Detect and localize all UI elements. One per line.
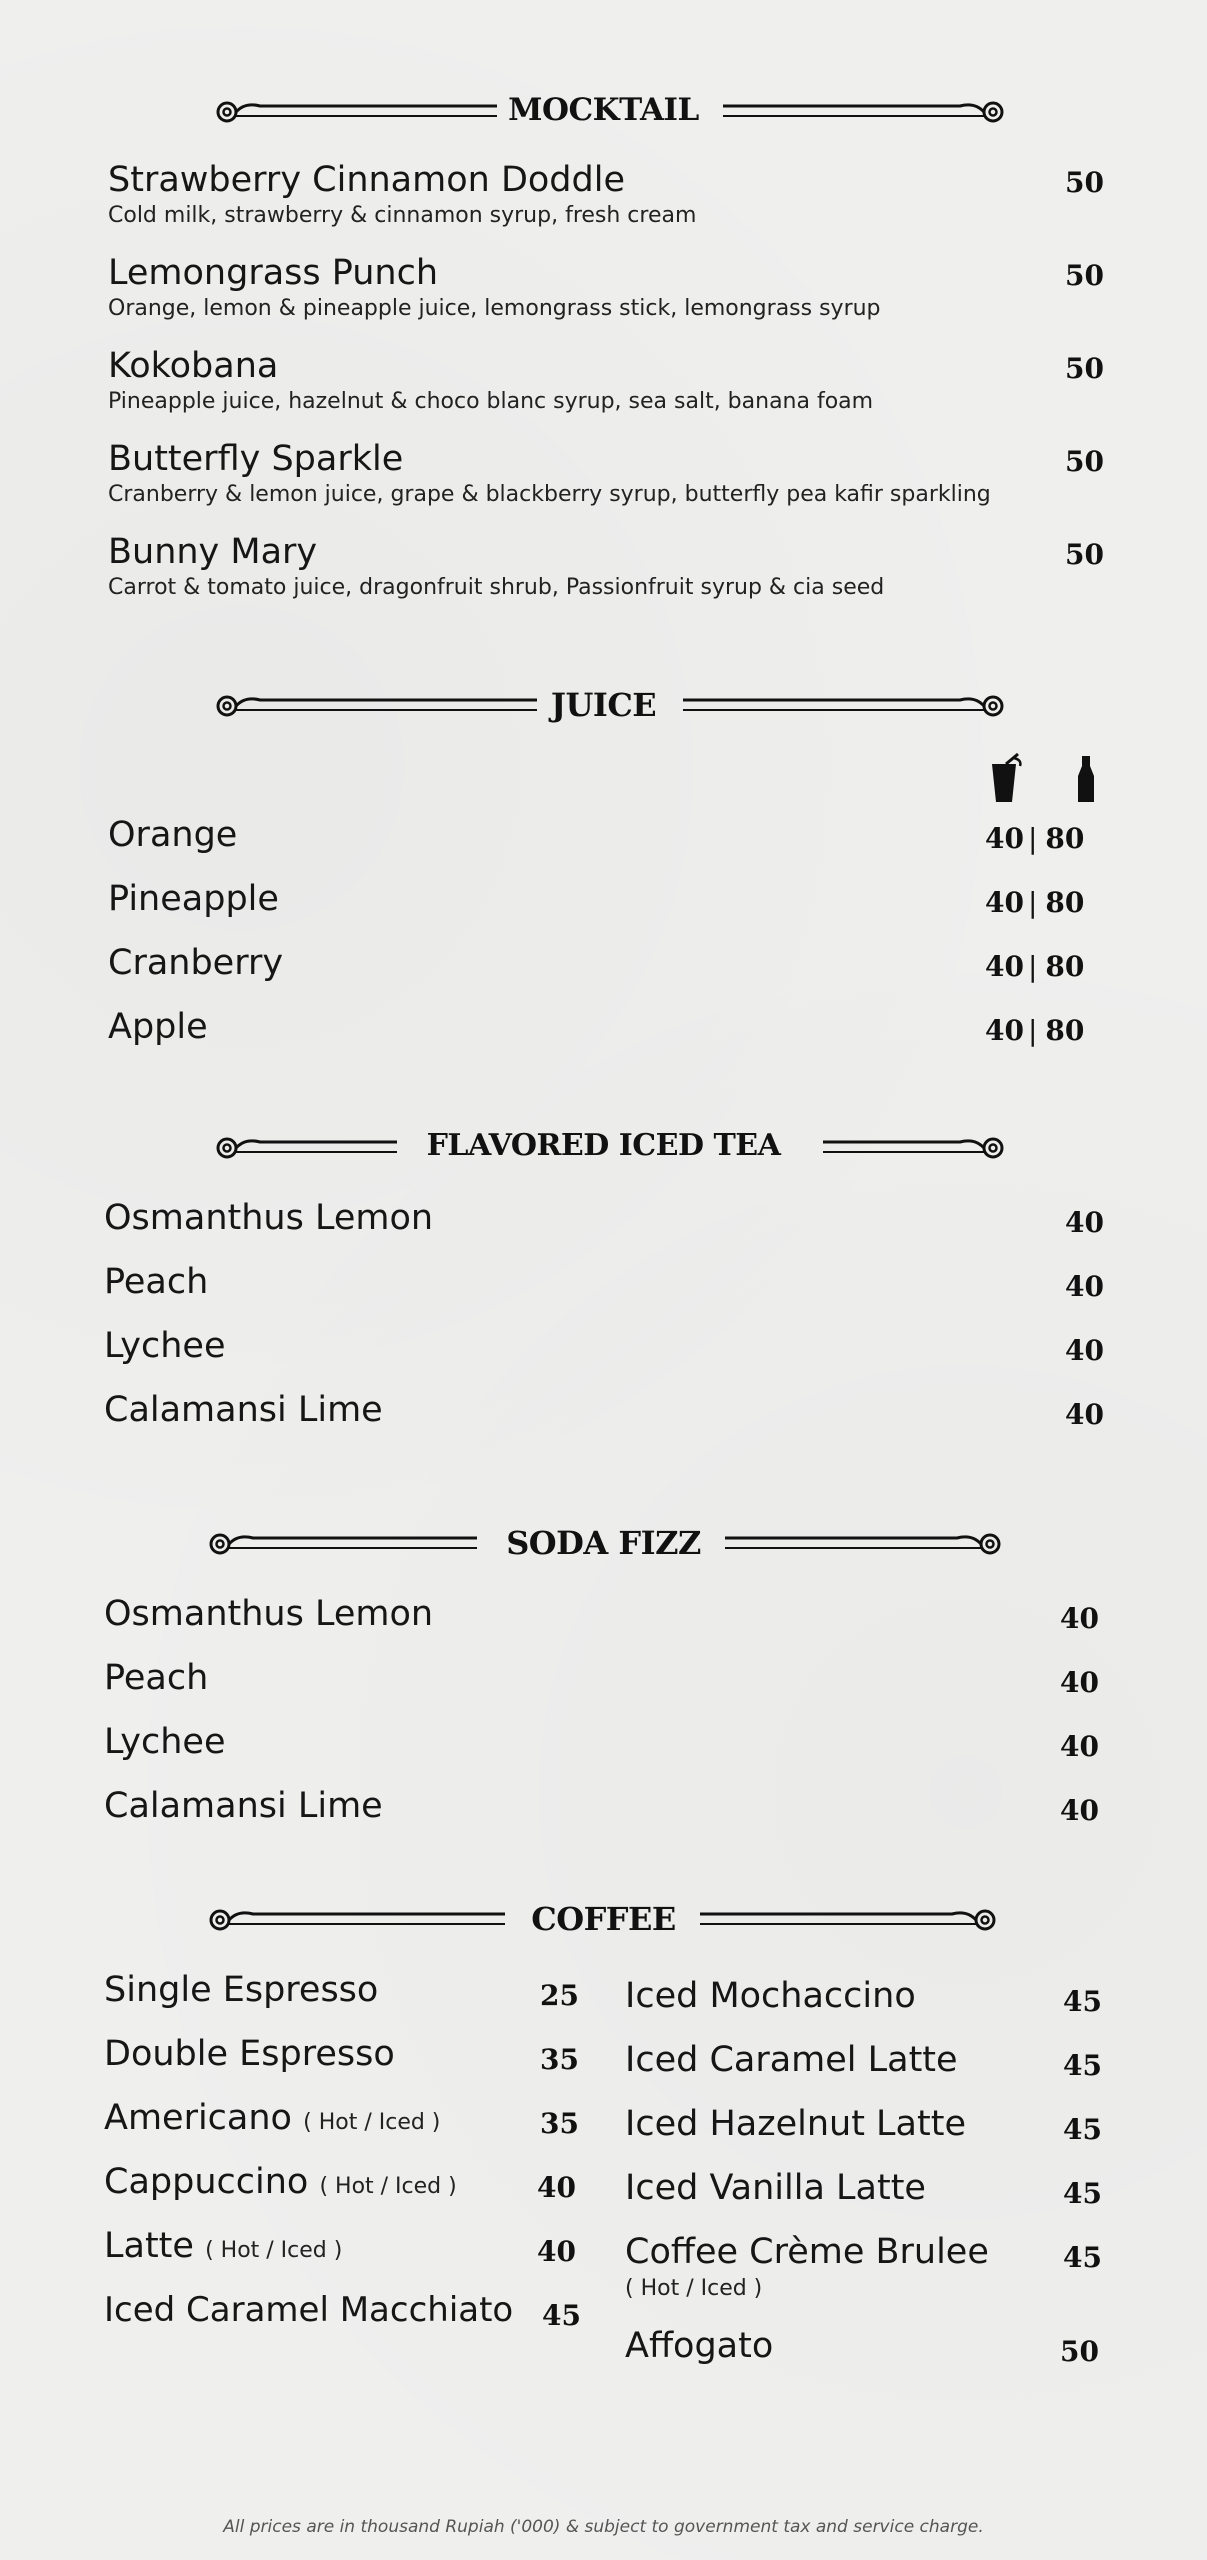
menu-item-price: 40	[1065, 1398, 1104, 1431]
temperature-option: ( Hot / Iced )	[205, 2238, 343, 2263]
glass-price: 40	[985, 822, 1024, 855]
menu-item-price: 40	[1065, 1206, 1104, 1239]
menu-item-name: Coffee Crème Brulee	[625, 2232, 989, 2272]
menu-item-name: Calamansi Lime	[104, 1390, 383, 1430]
section-title: COFFEE	[531, 1900, 676, 1938]
glass-price: 40	[985, 886, 1024, 919]
iced-tea-header	[0, 1118, 1207, 1178]
menu-item-label: Latte	[104, 2226, 194, 2266]
menu-item-description: Pineapple juice, hazelnut & choco blanc syrup, sea salt, banana foam	[108, 389, 874, 414]
menu-item-name: Apple	[108, 1007, 208, 1047]
menu-item-name: Peach	[104, 1658, 209, 1698]
menu-item-name: Butterfly Sparkle	[108, 439, 404, 479]
menu-item-price: 50	[1065, 259, 1104, 292]
menu-item-description: Carrot & tomato juice, dragonfruit shrub, Passionfruit syrup & cia seed	[108, 575, 885, 600]
menu-item-price: 50	[1065, 445, 1104, 478]
menu-item-name: Osmanthus Lemon	[104, 1198, 434, 1238]
menu-item-name: Cranberry	[108, 943, 284, 983]
glass-price: 40	[985, 950, 1024, 983]
menu-item-name: Affogato	[625, 2326, 774, 2366]
menu-item-price: 40	[537, 2171, 576, 2204]
menu-item-price: 40	[1060, 1730, 1099, 1763]
menu-item-name: Orange	[108, 815, 238, 855]
menu-item-label: Cappuccino	[104, 2162, 309, 2202]
menu-item-price: 45	[1063, 2049, 1102, 2082]
menu-item-name: Calamansi Lime	[104, 1786, 383, 1826]
menu-item-name: Lychee	[104, 1722, 226, 1762]
temperature-option: ( Hot / Iced )	[319, 2174, 457, 2199]
menu-item-price: 45	[1063, 2177, 1102, 2210]
menu-item-price: 40	[1065, 1334, 1104, 1367]
menu-item-price: 35	[540, 2107, 579, 2140]
menu-item-price: 45	[1063, 2241, 1102, 2274]
menu-item-price: 40	[537, 2235, 576, 2268]
temperature-option: ( Hot / Iced )	[625, 2276, 763, 2301]
menu-item-name	[104, 2098, 440, 2138]
menu-item-name: Osmanthus Lemon	[104, 1594, 434, 1634]
price-separator: |	[1027, 822, 1038, 855]
bottle-price: 80	[1045, 822, 1085, 855]
menu-item-price: 25	[540, 1979, 579, 2012]
menu-item-name: Single Espresso	[104, 1970, 379, 2010]
menu-item-price: 50	[1065, 166, 1104, 199]
menu-item-description: Orange, lemon & pineapple juice, lemongrass stick, lemongrass syrup	[108, 296, 881, 321]
menu-item-price	[985, 950, 1084, 983]
menu-item-price: 40	[1060, 1666, 1099, 1699]
menu-item-price	[985, 1014, 1084, 1047]
glass-icon	[988, 752, 1028, 804]
menu-item-price	[985, 822, 1084, 855]
menu-item-name	[104, 2226, 342, 2266]
section-title: SODA FIZZ	[506, 1524, 701, 1562]
menu-item-name: Iced Hazelnut Latte	[625, 2104, 966, 2144]
price-separator: |	[1027, 1014, 1038, 1047]
menu-item-name: Iced Caramel Latte	[625, 2040, 958, 2080]
menu-item-price: 45	[1063, 1985, 1102, 2018]
menu-item-price: 50	[1065, 538, 1104, 571]
menu-item-name: Kokobana	[108, 346, 279, 386]
mocktail-header	[0, 82, 1207, 142]
price-separator: |	[1027, 886, 1038, 919]
menu-item-price: 45	[1063, 2113, 1102, 2146]
bottle-icon	[1073, 754, 1103, 804]
menu-item-name: Strawberry Cinnamon Doddle	[108, 160, 626, 200]
menu-item-name: Peach	[104, 1262, 209, 1302]
temperature-option: ( Hot / Iced )	[303, 2110, 441, 2135]
bottle-price: 80	[1045, 950, 1085, 983]
menu-item-name: Pineapple	[108, 879, 279, 919]
menu-item-label: Americano	[104, 2098, 292, 2138]
menu-item-price: 50	[1060, 2335, 1099, 2368]
bottle-price: 80	[1045, 886, 1085, 919]
menu-item-price: 40	[1065, 1270, 1104, 1303]
bottle-price: 80	[1045, 1014, 1085, 1047]
menu-item-price	[985, 886, 1084, 919]
soda-fizz-header	[0, 1514, 1207, 1574]
glass-price: 40	[985, 1014, 1024, 1047]
section-title: JUICE	[550, 686, 657, 724]
price-separator: |	[1027, 950, 1038, 983]
menu-item-price: 35	[540, 2043, 579, 2076]
menu-item-name: Iced Caramel Macchiato	[104, 2290, 514, 2330]
menu-item-price: 50	[1065, 352, 1104, 385]
menu-item-price: 40	[1060, 1602, 1099, 1635]
menu-item-description: Cold milk, strawberry & cinnamon syrup, fresh cream	[108, 203, 697, 228]
section-title: MOCKTAIL	[508, 92, 699, 128]
section-title: FLAVORED ICED TEA	[426, 1128, 781, 1163]
menu-item-price: 45	[542, 2299, 581, 2332]
menu-item-name: Bunny Mary	[108, 532, 318, 572]
menu-item-name: Lychee	[104, 1326, 226, 1366]
juice-header	[0, 676, 1207, 736]
menu-item-name: Lemongrass Punch	[108, 253, 439, 293]
menu-item-name	[104, 2162, 457, 2202]
menu-item-name: Double Espresso	[104, 2034, 395, 2074]
coffee-header	[0, 1890, 1207, 1950]
price-disclaimer: All prices are in thousand Rupiah ('000) & subject to government tax and service charge.	[223, 2517, 984, 2537]
menu-item-description: Cranberry & lemon juice, grape & blackberry syrup, butterfly pea kafir sparkling	[108, 482, 991, 507]
menu-item-name: Iced Vanilla Latte	[625, 2168, 926, 2208]
menu-item-name: Iced Mochaccino	[625, 1976, 916, 2016]
menu-item-price: 40	[1060, 1794, 1099, 1827]
